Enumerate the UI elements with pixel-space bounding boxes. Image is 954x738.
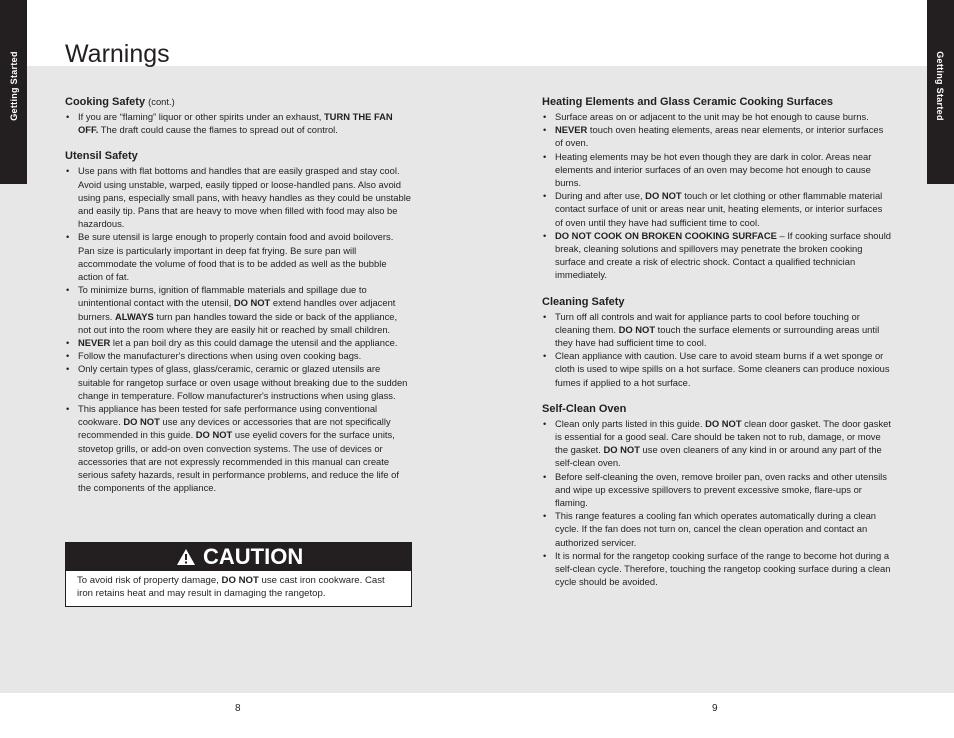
list-item: • Be sure utensil is large enough to properly contain food and avoid boilovers. Pan size is particularly important in deep fat frying. Be sure pan will accommodate the volume of food that is to be added as well as the bubble action of fat. — [65, 230, 411, 283]
section-heating-elements — [542, 95, 892, 282]
section-cleaning-safety — [542, 295, 892, 389]
caution-text: To avoid risk of property damage, DO NOT use cast iron cookware. Cast iron retains heat and may result in damaging the rangetop. — [77, 575, 385, 599]
section-title: Utensil Safety — [65, 150, 138, 163]
bullet-list — [65, 164, 411, 494]
side-tab-right — [927, 0, 954, 184]
page-title: Warnings — [65, 40, 170, 68]
footer-band — [0, 693, 954, 738]
list-item: • This appliance has been tested for safe performance using conventional cookware. DO NOT use any devices or accessories that are not specifically recommended in this guide. DO NOT use eyelid covers for the surface units, stovetop grills, or add-on oven convection systems. The use of devices or accessories that are not expressly recommended in this manual can create serious safety hazards, result in performance problems, and reduce the life of the components of the appliance. — [65, 402, 411, 494]
list-item: • Heating elements may be hot even though they are dark in color. Areas near elements and interior surfaces of an oven may become hot enough to cause burns. — [542, 150, 892, 190]
left-column — [65, 95, 411, 507]
list-item: • It is normal for the rangetop cooking surface of the range to become hot during a self-clean cycle. Therefore, touching the rangetop cooking surface during a clean cycle should be avoided. — [542, 549, 892, 589]
right-column — [542, 95, 892, 602]
list-item: • Use pans with flat bottoms and handles that are easily grasped and stay cool. Avoid using unstable, warped, easily tipped or loose-handled pans. Also avoid using pans, especially small pans, with heavy handles as they could be unstable and easily tip. Pans that are heavy to move when filled with food may also be hazardous. — [65, 164, 411, 230]
side-tab-label: Getting Started — [9, 51, 19, 121]
bullet-list — [542, 110, 892, 282]
section-subtitle: (cont.) — [148, 96, 175, 107]
page-number-left: 8 — [235, 703, 241, 714]
list-item: • NEVER touch oven heating elements, areas near elements, or interior surfaces of oven. — [542, 123, 892, 149]
page-number-right: 9 — [712, 703, 718, 714]
bullet-list — [65, 110, 411, 136]
bullet-list — [542, 417, 892, 589]
list-item: • Clean only parts listed in this guide. DO NOT clean door gasket. The door gasket is essential for a good seal. Care should be taken not to rub, damage, or move the gasket. DO NOT use oven cleaners of any kind in or around any part of the self-clean oven. — [542, 417, 892, 470]
list-item: • Surface areas on or adjacent to the unit may be hot enough to cause burns. — [542, 110, 892, 123]
section-utensil-safety — [65, 149, 411, 494]
bullet-list — [542, 310, 892, 389]
list-item: • Turn off all controls and wait for appliance parts to cool before touching or cleaning them. DO NOT touch the surface elements or surrounding areas until they have had sufficient time to cool. — [542, 310, 892, 350]
section-title-text: Cooking Safety — [65, 96, 146, 108]
section-title: Self-Clean Oven — [542, 402, 627, 415]
caution-header — [66, 543, 411, 571]
list-item: • Only certain types of glass, glass/ceramic, ceramic or glazed utensils are suitable for rangetop surface or oven usage without breaking due to the sudden change in temperature. Follow manufacturer's instructions when using glass. — [65, 362, 411, 402]
section-title — [65, 95, 411, 109]
section-cooking-safety — [65, 95, 411, 136]
section-title: Cleaning Safety — [542, 295, 625, 308]
list-item: • Clean appliance with caution. Use care to avoid steam burns if a wet sponge or cloth is used to wipe spills on a hot surface. Some cleaners can produce noxious fumes if applied to a hot surface. — [542, 349, 892, 389]
warning-triangle-icon — [176, 548, 196, 566]
list-item: • During and after use, DO NOT touch or let clothing or other flammable material contact surface of unit or areas near unit, heating elements, or interior surfaces of oven until they have had sufficient time to cool. — [542, 189, 892, 229]
side-tab-left — [0, 0, 27, 184]
side-tab-label: Getting Started — [935, 51, 945, 121]
caution-heading: CAUTION — [203, 544, 304, 569]
list-item: • Before self-cleaning the oven, remove broiler pan, oven racks and other utensils and wipe up excessive spillovers to prevent excessive smoke, flare-ups or flaming. — [542, 470, 892, 510]
caution-box — [65, 542, 412, 607]
list-item: • This range features a cooling fan which operates automatically during a clean cycle. If the fan does not turn on, cancel the clean operation and contact an authorized servicer. — [542, 509, 892, 549]
section-title: Heating Elements and Glass Ceramic Cooking Surfaces — [542, 96, 833, 108]
list-item: • NEVER let a pan boil dry as this could damage the utensil and the appliance. — [65, 336, 411, 349]
section-self-clean-oven — [542, 402, 892, 589]
list-item: • Follow the manufacturer's directions when using oven cooking bags. — [65, 349, 411, 362]
list-item: • To minimize burns, ignition of flammable materials and spillage due to unintentional contact with the utensil, DO NOT extend handles over adjacent burners. ALWAYS turn pan handles toward the side or back of the appliance, not out into the room where they are easily hit or reached by small children. — [65, 283, 411, 336]
list-item: • If you are “flaming” liquor or other spirits under an exhaust, TURN THE FAN OFF. The draft could cause the flames to spread out of control. — [65, 110, 411, 136]
list-item: • DO NOT COOK ON BROKEN COOKING SURFACE – If cooking surface should break, cleaning solutions and spillovers may penetrate the broken cooking surface and create a risk of electric shock. Contact a qualified technician immediately. — [542, 229, 892, 282]
